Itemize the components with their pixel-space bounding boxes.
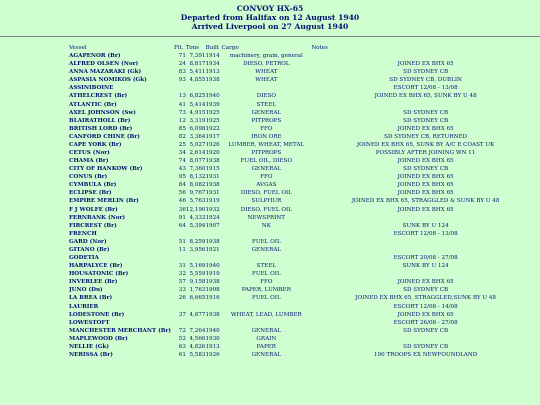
cell-notes: SD SYDNEY CB [403,166,449,173]
cell-built: 1934 [205,61,220,68]
cell-built: 1938 [205,77,220,84]
column-header-cargo: Cargo [221,45,239,51]
cell-vessel: NELLIE (Gk) [69,343,110,350]
cell-vessel: ASSINIBOINE [69,85,114,92]
table-row [69,278,540,286]
cell-vessel: EMPIRE MERLIN (Br) [69,198,139,205]
cell-tons: 4,855 [189,77,206,84]
table-header-row [69,44,540,52]
cell-notes: ESCORT 12/08 - 13/08 [393,85,458,92]
cell-built: 1938 [205,311,220,318]
cell-cargo [221,319,311,327]
cell-built: 1914 [205,53,220,60]
column-header-flt: Flt. [173,45,184,51]
cell-notes: JOINED EX BHX 65 [397,190,454,197]
table-row [69,343,540,351]
cell-notes: 190 TROOPS EX NEWFOUNDLAND [374,351,478,358]
cell-cargo: NK [261,222,271,229]
cell-cargo: STEEL [256,101,277,108]
cell-vessel: FIRCREST (Br) [69,222,117,229]
cell-flt [174,84,186,92]
cell-flt: 33 [178,287,186,294]
cell-built: 1916 [205,295,220,302]
cell-cargo: FFO [260,125,273,132]
cell-tons: 5,583 [189,351,206,358]
table-row [69,222,540,230]
convoy-table [69,44,540,359]
cell-cargo [221,303,311,311]
cell-tons: 5,414 [189,101,206,108]
cell-built: 1917 [205,133,220,140]
table-row [69,246,540,254]
cell-cargo: WHEAT [255,77,278,84]
cell-built: 1925 [205,117,220,124]
cell-tons: 6,665 [189,295,206,302]
cell-built: 1939 [205,101,220,108]
cell-tons: 8,259 [189,238,206,245]
cell-flt: 13 [178,93,186,100]
cell-cargo: DIESO, PETROL [243,61,290,68]
cell-vessel: BRITISH LORD (Br) [69,125,133,132]
cell-vessel: JUNO (Du) [69,287,103,294]
column-header-built: Built [205,45,220,51]
cell-vessel: NERISSA (Br) [69,351,113,358]
table-row [69,109,540,117]
cell-built: 1938 [205,238,220,245]
cell-flt: 85 [178,125,186,132]
cell-vessel: FERNBANK (Nor) [69,214,126,221]
cell-vessel: INVERLEE (Br) [69,279,118,286]
cell-cargo: PITPROPS [251,150,282,157]
cell-flt: 41 [178,101,186,108]
departed-line: Departed from Halifax on 12 August 1940 [180,13,360,22]
cell-flt: 57 [178,279,186,286]
cell-flt: 12 [178,117,186,124]
cell-notes: JOINED EX BHX 65 [397,182,454,189]
cell-tons: 3,956 [189,246,206,253]
table-row [69,173,540,181]
table-row [69,303,540,311]
cell-flt: 74 [178,158,186,165]
cell-flt: 46 [178,198,186,205]
cell-tons: 4,877 [189,311,206,318]
cell-flt [174,319,186,327]
cell-vessel: ATLANTIC (Br) [69,101,117,108]
table-row [69,327,540,335]
cell-flt [174,230,186,238]
cell-cargo: NEWSPRINT [247,214,286,221]
cell-vessel: CHAMA (Br) [69,158,109,165]
cell-tons: 5,559 [189,271,206,278]
table-row [69,206,540,214]
table-row [69,262,540,270]
cell-notes: JOINED EX BHX 65, SUNK BY A/C E COAST UK [356,141,495,148]
cell-vessel: MANCHESTER MERCHANT (Br) [69,327,172,334]
cell-built: 1907 [205,222,220,229]
cell-vessel: FRENCH [69,230,97,237]
cell-built [205,319,221,327]
cell-tons: 7,360 [189,166,206,173]
cell-notes: SD SYDNEY CB [403,327,449,334]
table-row [69,286,540,294]
cell-notes: JOINED EX BHX 65 [397,174,454,181]
cell-notes [311,52,540,60]
cell-built: 1938 [205,279,220,286]
cell-built: 1919 [205,271,220,278]
cell-flt: 24 [178,61,186,68]
cell-cargo: STEEL [256,263,277,270]
cell-notes: SUNK BY U 124 [402,263,449,270]
cell-built: 1915 [205,166,220,173]
table-row [69,189,540,197]
cell-built: 1913 [205,69,220,76]
cell-notes [311,335,540,343]
cell-notes: SD SYDNEY CB [403,109,449,116]
cell-built: 1926 [205,141,220,148]
cell-flt: 91 [178,214,186,221]
table-row [69,76,540,84]
cell-tons: 4,915 [189,109,206,116]
table-row [69,52,540,60]
table-row [69,141,540,149]
cell-flt: 83 [178,69,186,76]
cell-tons: 8,082 [189,182,206,189]
table-row [69,149,540,157]
cell-vessel: F J WOLFE (Br) [69,206,118,213]
cell-flt: 11 [178,246,186,253]
cell-tons [186,319,206,327]
table-row [69,214,540,222]
cell-notes [311,101,540,109]
cell-notes: ESCORT 12/08 - 14/08 [393,303,458,310]
cell-built [205,254,221,262]
cell-cargo: PAPER, LUMBER [241,287,291,294]
cell-built: 1919 [205,198,220,205]
cell-flt: 37 [178,311,186,318]
cell-tons: 5,763 [189,198,206,205]
cell-notes [311,246,540,254]
cell-tons: 8,077 [189,158,206,165]
cell-vessel: ASPASIA NOMIKOS (Gk) [69,77,147,84]
table-row [69,60,540,68]
cell-cargo: DIESO, FUEL OIL [240,190,292,197]
cell-notes: SD SYDNEY CB [403,69,449,76]
cell-notes: JOINED EX BHX 65 [397,125,454,132]
cell-cargo: GENERAL [251,109,282,116]
cell-built: 1938 [205,182,220,189]
cell-flt: 26 [178,295,186,302]
column-header-tons: Tons [185,45,200,51]
cell-cargo: PAPER [256,343,277,350]
cell-flt: 34 [178,150,186,157]
cell-cargo: FUEL OIL [252,295,281,302]
table-row [69,230,540,238]
cell-notes: ESCORT 20/08 - 27/08 [393,255,458,262]
cell-vessel: CONUS (Br) [69,174,108,181]
cell-notes: SD SYDNEY CB, DUBLIN [389,77,462,84]
cell-cargo: AVGAS [256,182,277,189]
cell-cargo [221,84,311,92]
cell-tons: 4,826 [189,343,206,350]
table-row [69,84,540,92]
cell-notes [311,270,540,278]
cell-flt: 63 [178,343,186,350]
cell-notes: JOINED EX BHX 65, STRAGGLED & SUNK BY U 48 [351,198,500,205]
cell-cargo: GENERAL [251,166,282,173]
cell-flt: 82 [178,133,186,140]
cell-flt: 56 [178,190,186,197]
cell-flt: 32 [178,271,186,278]
table-row [69,92,540,100]
cell-vessel: CETUS (Nor) [69,150,110,157]
table-row [69,101,540,109]
cell-tons: 2,614 [189,150,206,157]
cell-notes: JOINED EX BHX 65 [397,158,454,165]
cell-vessel: LAURIER [69,303,99,310]
cell-cargo: DIESO, FUEL OIL [240,206,292,213]
cell-tons [186,303,206,311]
table-row [69,254,540,262]
cell-flt: 93 [178,77,186,84]
table-row [69,197,540,205]
cell-notes: JOINED EX BHX 65 [397,61,454,68]
cell-built [205,303,221,311]
cell-cargo: WHEAT [255,69,278,76]
cell-vessel: ALFRED OLSEN (Nor) [69,61,139,68]
cell-built: 1922 [205,125,220,132]
cell-cargo [221,254,311,262]
cell-notes: JOINED EX BHX 65, SUNK BY U 48 [374,93,477,100]
cell-cargo: WHEAT, LEAD, LUMBER [230,311,302,318]
cell-vessel: GODETIA [69,255,99,262]
cell-notes [311,214,540,222]
cell-cargo: GENERAL [251,327,282,334]
cell-vessel: GITANO (Br) [69,246,110,253]
cell-built [205,230,221,238]
table-row [69,133,540,141]
cell-vessel: AGAPENOR (Br) [69,53,121,60]
table-row [69,238,540,246]
cell-built: 1913 [205,343,220,350]
cell-flt: 72 [178,327,186,334]
cell-cargo: PITPROPS [251,117,282,124]
cell-flt: 52 [178,335,186,342]
cell-notes: JOINED EX BHX 65 [397,279,454,286]
cell-flt: 84 [178,182,186,189]
cell-built: 1932 [205,206,220,213]
cell-cargo: SULPHUR [251,198,282,205]
cell-flt [174,303,186,311]
table-row [69,270,540,278]
cell-vessel: GARD (Nor) [69,238,107,245]
cell-notes: ESCORT 12/08 - 13/08 [393,230,458,237]
cell-vessel: ATHELCREST (Br) [69,93,128,100]
table-row [69,125,540,133]
cell-built: 1920 [205,150,220,157]
cell-vessel: HARPALYCE (Br) [69,263,123,270]
cell-flt: 43 [178,166,186,173]
cell-notes: ESCORT 26/08 - 27/08 [393,319,458,326]
cell-vessel: LOWESTOFT [69,319,110,326]
cell-tons [186,254,206,262]
page-header [0,0,540,31]
cell-notes: SD SYDNEY CB [403,343,449,350]
cell-built: 1908 [205,287,220,294]
cell-cargo: FFO [260,279,273,286]
cell-cargo: FUEL OIL [252,238,281,245]
cell-tons: 4,333 [189,214,206,221]
cell-tons: 9,158 [189,279,206,286]
table-row [69,157,540,165]
cell-notes: JOINED EX BHX 65 [397,206,454,213]
cell-cargo: IRON ORE [251,133,282,140]
cell-cargo: GRAIN [256,335,277,342]
cell-tons [186,84,206,92]
cell-flt: 71 [178,53,186,60]
cell-tons: 5,394 [189,222,206,229]
cell-notes: SUNK BY U 124 [402,222,449,229]
column-header-vessel: Vessel [69,45,87,51]
cell-tons: 6,098 [189,125,206,132]
cell-tons: 4,566 [189,335,206,342]
table-row [69,335,540,343]
cell-tons [186,230,206,238]
cell-notes: POSSIBLY AFTER JOINING WN 11 [375,150,476,157]
convoy-title: CONVOY HX-65 [236,4,304,13]
table-row [69,311,540,319]
cell-built: 1926 [205,351,220,358]
cell-cargo: FUEL OIL [252,271,281,278]
column-header-notes: Notes [311,45,328,51]
cell-built: 1931 [205,174,220,181]
cell-cargo: FFO [260,174,273,181]
cell-built [205,84,221,92]
cell-vessel: ECLIPSE (Br) [69,190,112,197]
cell-cargo: DIESO [256,93,276,100]
cell-notes: JOINED EX BHX 65 [397,311,454,318]
cell-vessel: LODESTONE (Br) [69,311,125,318]
cell-tons: 8,817 [189,61,206,68]
header-divider [0,36,540,37]
cell-vessel: MAPLEWOOD (Br) [69,335,128,342]
cell-built: 1921 [205,246,220,253]
cell-notes: SD SYDNEY CB [403,117,449,124]
cell-built: 1938 [205,158,220,165]
cell-tons: 5,027 [189,141,206,148]
cell-built: 1940 [205,93,220,100]
cell-tons: 3,364 [189,133,206,140]
cell-cargo: GENERAL [251,246,282,253]
table-row [69,117,540,125]
cell-tons: 7,391 [189,53,206,60]
cell-built: 1931 [205,190,220,197]
cell-vessel: ANNA MAZARAKI (Gk) [69,69,142,76]
cell-built: 1930 [205,335,220,342]
cell-cargo: GENERAL [251,351,282,358]
cell-notes [311,238,540,246]
cell-notes: JOINED EX BHX 65, STRAGGLED,SUNK BY U 48 [355,295,496,302]
cell-vessel: LA BREA (Br) [69,295,113,302]
cell-cargo: FUEL OIL, DIESO [240,158,293,165]
cell-notes: SD SYDNEY CB, RETURNED [384,133,468,140]
cell-built: 1925 [205,109,220,116]
cell-built: 1924 [205,214,220,221]
cell-tons: 3,319 [189,117,206,124]
table-row [69,351,540,359]
cell-flt [174,254,186,262]
cell-vessel: BLAIRATHOLL (Br) [69,117,131,124]
cell-flt: 64 [178,222,186,229]
cell-vessel: AXEL JOHNSON (Sw) [69,109,136,116]
cell-tons: 5,169 [189,263,206,270]
cell-cargo: LUMBER, WHEAT, METAL [228,141,305,148]
cell-tons: 8,132 [189,174,206,181]
cell-tons: 1,763 [189,287,206,294]
cell-flt: 25 [178,141,186,148]
cell-tons: 12,190 [185,206,206,213]
cell-vessel: CYMBULA (Br) [69,182,117,189]
cell-flt: 95 [178,174,186,181]
cell-tons: 6,825 [189,93,206,100]
cell-tons: 9,767 [189,190,206,197]
cell-built: 1940 [205,327,220,334]
table-row [69,294,540,302]
cell-vessel: CANFORD CHINE (Br) [69,133,140,140]
cell-flt: 73 [178,109,186,116]
arrived-line: Arrived Liverpool on 27 August 1940 [191,22,349,31]
cell-tons: 7,264 [189,327,206,334]
table-row [69,181,540,189]
convoy-rows [69,52,540,359]
cell-tons: 5,411 [189,69,206,76]
cell-flt: 36 [178,206,186,213]
cell-vessel: HOUSATONIC (Br) [69,271,129,278]
cell-vessel: CITY OF HANKOW (Br) [69,166,143,173]
cell-flt: 61 [178,351,186,358]
cell-notes: SD SYDNEY CB [403,287,449,294]
cell-flt: 51 [178,238,186,245]
cell-cargo [221,230,311,238]
table-row [69,68,540,76]
cell-vessel: CAPE YORK (Br) [69,141,122,148]
cell-cargo: machinery, grain, general [229,53,303,60]
cell-built: 1940 [205,263,220,270]
cell-flt: 31 [178,263,186,270]
table-row [69,165,540,173]
table-row [69,319,540,327]
